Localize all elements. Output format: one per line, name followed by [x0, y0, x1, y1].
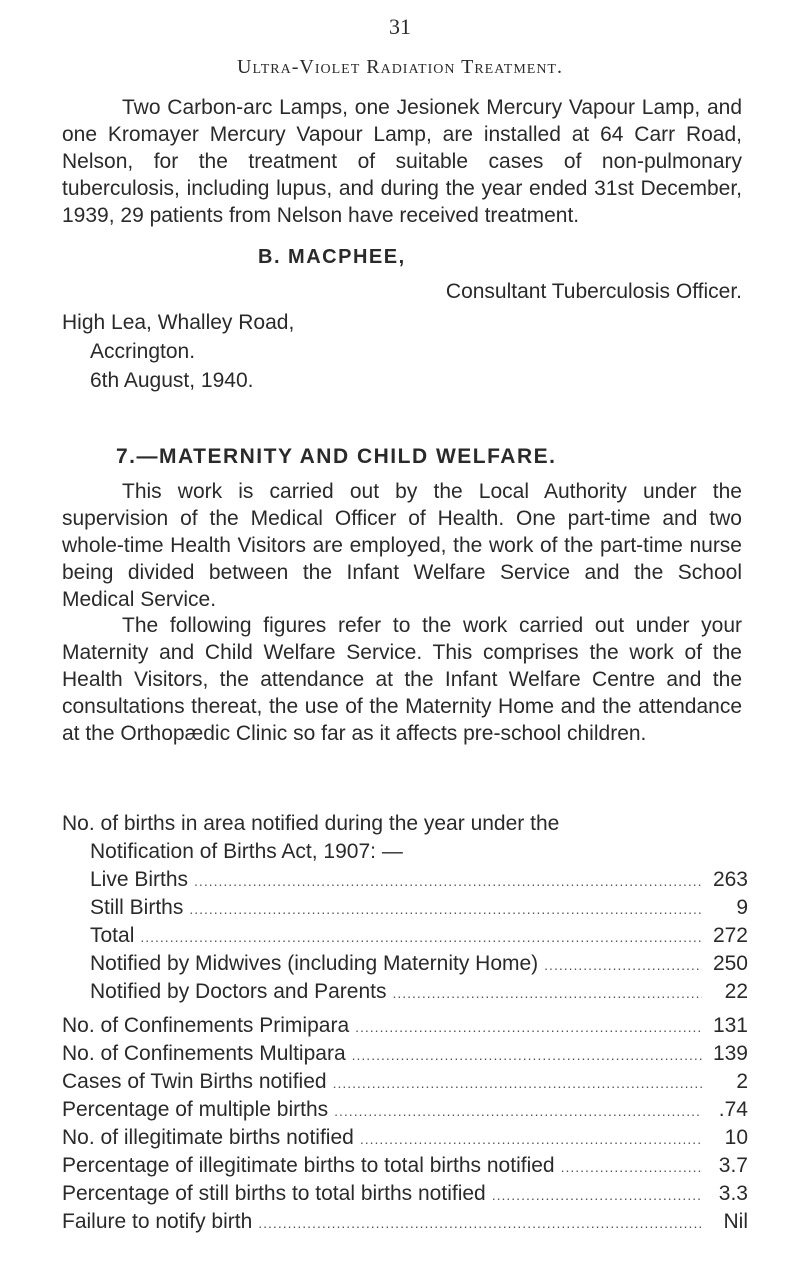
stat-value: 9 [736, 896, 748, 919]
leader-dots [544, 951, 702, 979]
stat-label: Notified by Midwives (including Maternity Home) [90, 952, 539, 975]
births-intro-2: Notification of Births Act, 1907: — [90, 840, 403, 863]
stat-value: 10 [724, 1126, 748, 1149]
signature-name: B. MACPHEE, [258, 246, 406, 268]
stat-label: Live Births [90, 868, 189, 891]
stat-value: 139 [712, 1042, 748, 1065]
uv-paragraph: Two Carbon-arc Lamps, one Jesionek Mercury Vapour Lamp, and one Kromayer Mercury Vapour Lamp, are installed at 64 Carr Road, Nelson, for the treatment of suitable cases of non-pulmonary tuberculosis, including lupus, and during the year ended 31st December, 1939, 29 patients from Nelson have received treatment. [62, 96, 742, 227]
stat-label: Percentage of multiple births [62, 1098, 329, 1121]
address-date: 6th August, 1940. [90, 369, 254, 392]
stat-label: Percentage of still births to total births notified [62, 1182, 486, 1205]
stat-row-total [62, 922, 748, 950]
stat-label: Percentage of illegitimate births to total births notified [62, 1154, 555, 1177]
leader-dots [258, 1209, 702, 1237]
signature-title: Consultant Tuberculosis Officer. [445, 280, 742, 303]
stat-row-still-births [62, 894, 748, 922]
stat-row-multipara [62, 1040, 748, 1068]
leader-dots [561, 1153, 702, 1181]
stat-label: No. of illegitimate births notified [62, 1126, 354, 1149]
births-intro: No. of births in area notified during the year under the [62, 812, 560, 835]
stat-label: Cases of Twin Births notified [62, 1070, 327, 1093]
stat-row-notified-doctors [62, 978, 748, 1006]
stat-value: Nil [723, 1210, 748, 1233]
stat-value: 3.7 [718, 1154, 748, 1177]
stat-value: 3.3 [718, 1182, 748, 1205]
page-number: 31 [389, 14, 411, 39]
stat-label: Total [90, 924, 135, 947]
stat-label: No. of Confinements Primipara [62, 1014, 350, 1037]
stat-value: 250 [712, 952, 748, 975]
uv-section-heading: Ultra-Violet Radiation Treatment. [237, 56, 563, 78]
stat-value: 2 [736, 1070, 748, 1093]
address-line-1: High Lea, Whalley Road, [62, 311, 295, 334]
maternity-paragraph-1: This work is carried out by the Local Authority under the supervision of the Medical Officer of Health. One part-time and two whole-time Health Visitors are employed, the work of the part-time nurse being divided between the Infant Welfare Service and the School Medical Service. [62, 480, 742, 611]
statistics-list [62, 810, 748, 1236]
stat-label: Failure to notify birth [62, 1210, 253, 1233]
leader-dots [194, 867, 702, 895]
stat-value: 263 [712, 868, 748, 891]
maternity-heading: 7.—MATERNITY AND CHILD WELFARE. [116, 445, 557, 468]
leader-dots [333, 1069, 702, 1097]
stat-value: 131 [712, 1014, 748, 1037]
leader-dots [392, 979, 702, 1007]
stat-row-illegitimate-pct [62, 1152, 748, 1180]
address-line-2: Accrington. [90, 340, 196, 363]
stat-value: .74 [718, 1098, 748, 1121]
maternity-paragraph-2: The following figures refer to the work carried out under your Maternity and Child Welfare Service. This comprises the work of the Health Visitors, the attendance at the Infant Welfare Centre and the consultations thereat, the use of the Maternity Home and the attendance at the Orthopædic Clinic so far as it affects pre-school children. [62, 614, 742, 745]
stat-label: Notified by Doctors and Parents [90, 980, 387, 1003]
leader-dots [355, 1013, 702, 1041]
stat-row-primipara [62, 1012, 748, 1040]
leader-dots [140, 923, 702, 951]
stat-row-twin-births [62, 1068, 748, 1096]
stat-row-illegitimate [62, 1124, 748, 1152]
stat-row-still-births-pct [62, 1180, 748, 1208]
leader-dots [334, 1097, 702, 1125]
stat-label: Still Births [90, 896, 184, 919]
stat-label: No. of Confinements Multipara [62, 1042, 346, 1065]
stat-row-failure-to-notify [62, 1208, 748, 1236]
stat-row-multiple-births-pct [62, 1096, 748, 1124]
stat-value: 22 [724, 980, 748, 1003]
stat-row-live-births [62, 866, 748, 894]
leader-dots [360, 1125, 702, 1153]
leader-dots [189, 895, 702, 923]
stat-value: 272 [712, 924, 748, 947]
stat-row-notified-midwives [62, 950, 748, 978]
leader-dots [492, 1181, 702, 1209]
leader-dots [352, 1041, 702, 1069]
